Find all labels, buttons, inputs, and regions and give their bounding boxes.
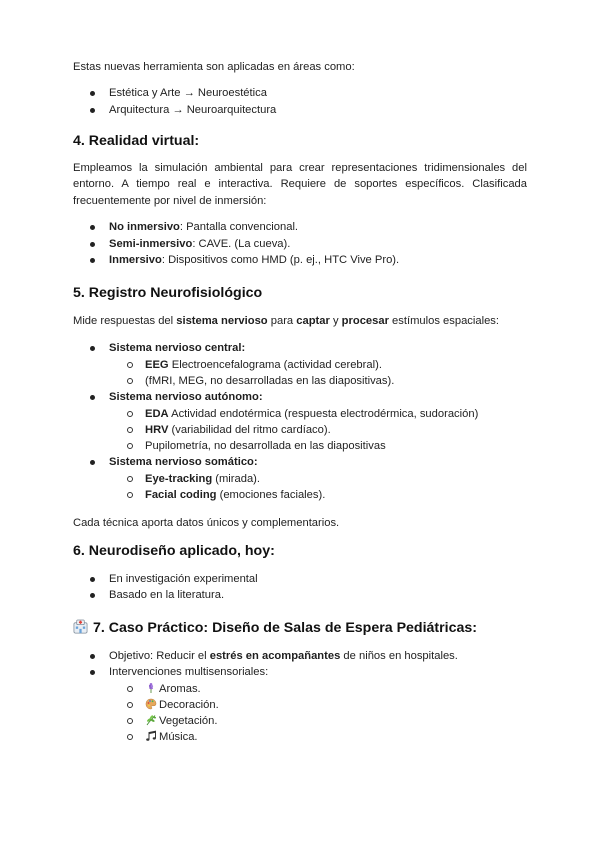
section-paragraph: Empleamos la simulación ambiental para crear representaciones tridimensionales del entorno. A tiempo real e interactiva. Requiere de soportes específicos. Clasificada frecuentemente por nivel de inmersión: — [73, 162, 527, 207]
item-term: Sistema nervioso somático: — [109, 456, 258, 469]
intro-text: Estas nuevas herramienta son aplicadas en áreas como: — [73, 61, 355, 73]
closing-text: Cada técnica aporta datos únicos y complementarios. — [73, 517, 340, 530]
text-run-bold: sistema nervioso — [176, 315, 268, 327]
sublist — [109, 406, 527, 455]
text-run-bold: estrés en acompañantes — [209, 650, 341, 662]
item-desc: Música. — [159, 731, 198, 744]
item-term: Facial coding — [145, 489, 217, 502]
section-heading: 6. Neurodiseño aplicado, hoy: — [73, 543, 275, 559]
sublist-item — [109, 471, 527, 487]
sublist-item — [109, 713, 527, 729]
immersion-list — [73, 219, 527, 268]
list-item — [73, 236, 527, 252]
section-heading: 5. Registro Neurofisiológico — [73, 285, 263, 301]
item-desc: Decoración. — [159, 698, 219, 711]
herb-icon — [145, 714, 157, 726]
sublist-item — [109, 487, 527, 503]
sublist-item — [109, 357, 527, 373]
text-run: y — [329, 315, 342, 327]
music-notes-icon — [145, 730, 157, 742]
item-term: HRV — [145, 423, 169, 436]
list-item: Arquitectura → Neuroarquitectura — [73, 102, 527, 118]
sublist-item — [109, 422, 527, 438]
item-desc: : Pantalla convencional. — [179, 221, 299, 234]
sublist-item — [109, 681, 527, 697]
section-heading-row — [73, 619, 527, 637]
item-term: Inmersivo — [109, 253, 162, 266]
item-term: No inmersivo — [109, 221, 180, 234]
caso-list — [73, 648, 527, 746]
section-registro-neurofisiologico — [73, 284, 527, 532]
list-item-central — [73, 340, 527, 389]
text-run: para — [267, 315, 297, 327]
section-realidad-virtual — [73, 132, 527, 268]
list-item: Estética y Arte → Neuroestética — [73, 85, 527, 101]
neurodiseno-list — [73, 571, 527, 604]
text-run: Mide respuestas del — [73, 315, 177, 327]
sublist-item — [109, 373, 527, 389]
text-run: de niños en hospitales. — [340, 650, 458, 662]
list-item — [73, 648, 527, 664]
sublist — [109, 471, 527, 504]
list-item-autonomo — [73, 389, 527, 454]
text-run-bold: captar — [296, 315, 330, 327]
section-heading: 7. Caso Práctico: Diseño de Salas de Espera Pediátricas: — [93, 620, 478, 636]
lavender-icon — [145, 682, 157, 694]
section-caso-practico — [73, 619, 527, 746]
item-desc: (fMRI, MEG, no desarrolladas en las diapositivas). — [145, 375, 395, 387]
item-term: EDA — [145, 407, 169, 420]
item-desc: Actividad endotérmica (respuesta electrodérmica, sudoración) — [168, 407, 479, 420]
intro-list — [73, 85, 527, 118]
nervous-system-list — [73, 340, 527, 503]
list-item: En investigación experimental — [73, 571, 527, 587]
item-desc: : CAVE. (La cueva). — [192, 237, 291, 250]
sublist-item — [109, 729, 527, 745]
item-term: Sistema nervioso autónomo: — [109, 391, 263, 404]
text-run: estímulos espaciales: — [388, 315, 499, 327]
sublist-item — [109, 438, 527, 454]
sublist-item — [109, 406, 527, 422]
item-desc: Intervenciones multisensoriales: — [109, 666, 269, 679]
text-run-bold: procesar — [341, 315, 389, 327]
list-item-somatico — [73, 454, 527, 503]
item-desc: (mirada). — [212, 472, 261, 485]
item-term: Sistema nervioso central: — [109, 342, 246, 355]
section-heading: 4. Realidad virtual: — [73, 133, 200, 149]
sublist — [109, 357, 527, 390]
list-item — [73, 664, 527, 745]
item-desc: Pupilometría, no desarrollada en las diapositivas — [145, 440, 386, 453]
list-item — [73, 252, 527, 268]
list-item: Basado en la literatura. — [73, 587, 527, 603]
item-term: Semi-inmersivo — [109, 237, 193, 250]
item-desc: Vegetación. — [159, 715, 218, 728]
text-run: Objetivo: Reducir el — [109, 650, 210, 662]
item-desc: Electroencefalograma (actividad cerebral). — [168, 358, 382, 371]
hospital-icon — [73, 619, 88, 634]
item-term: EEG — [145, 358, 169, 371]
item-desc: (emociones faciales). — [216, 489, 326, 502]
section-paragraph — [73, 313, 527, 329]
sublist — [109, 681, 527, 746]
item-desc: : Dispositivos como HMD (p. ej., HTC Vive Pro). — [161, 253, 400, 266]
section-neurodiseno — [73, 542, 527, 604]
list-item — [73, 219, 527, 235]
palette-icon — [145, 698, 157, 710]
sublist-item — [109, 697, 527, 713]
item-term: Eye-tracking — [145, 472, 213, 485]
intro-section — [73, 59, 527, 118]
item-desc: (variabilidad del ritmo cardíaco). — [168, 423, 331, 436]
item-desc: Aromas. — [159, 682, 201, 695]
